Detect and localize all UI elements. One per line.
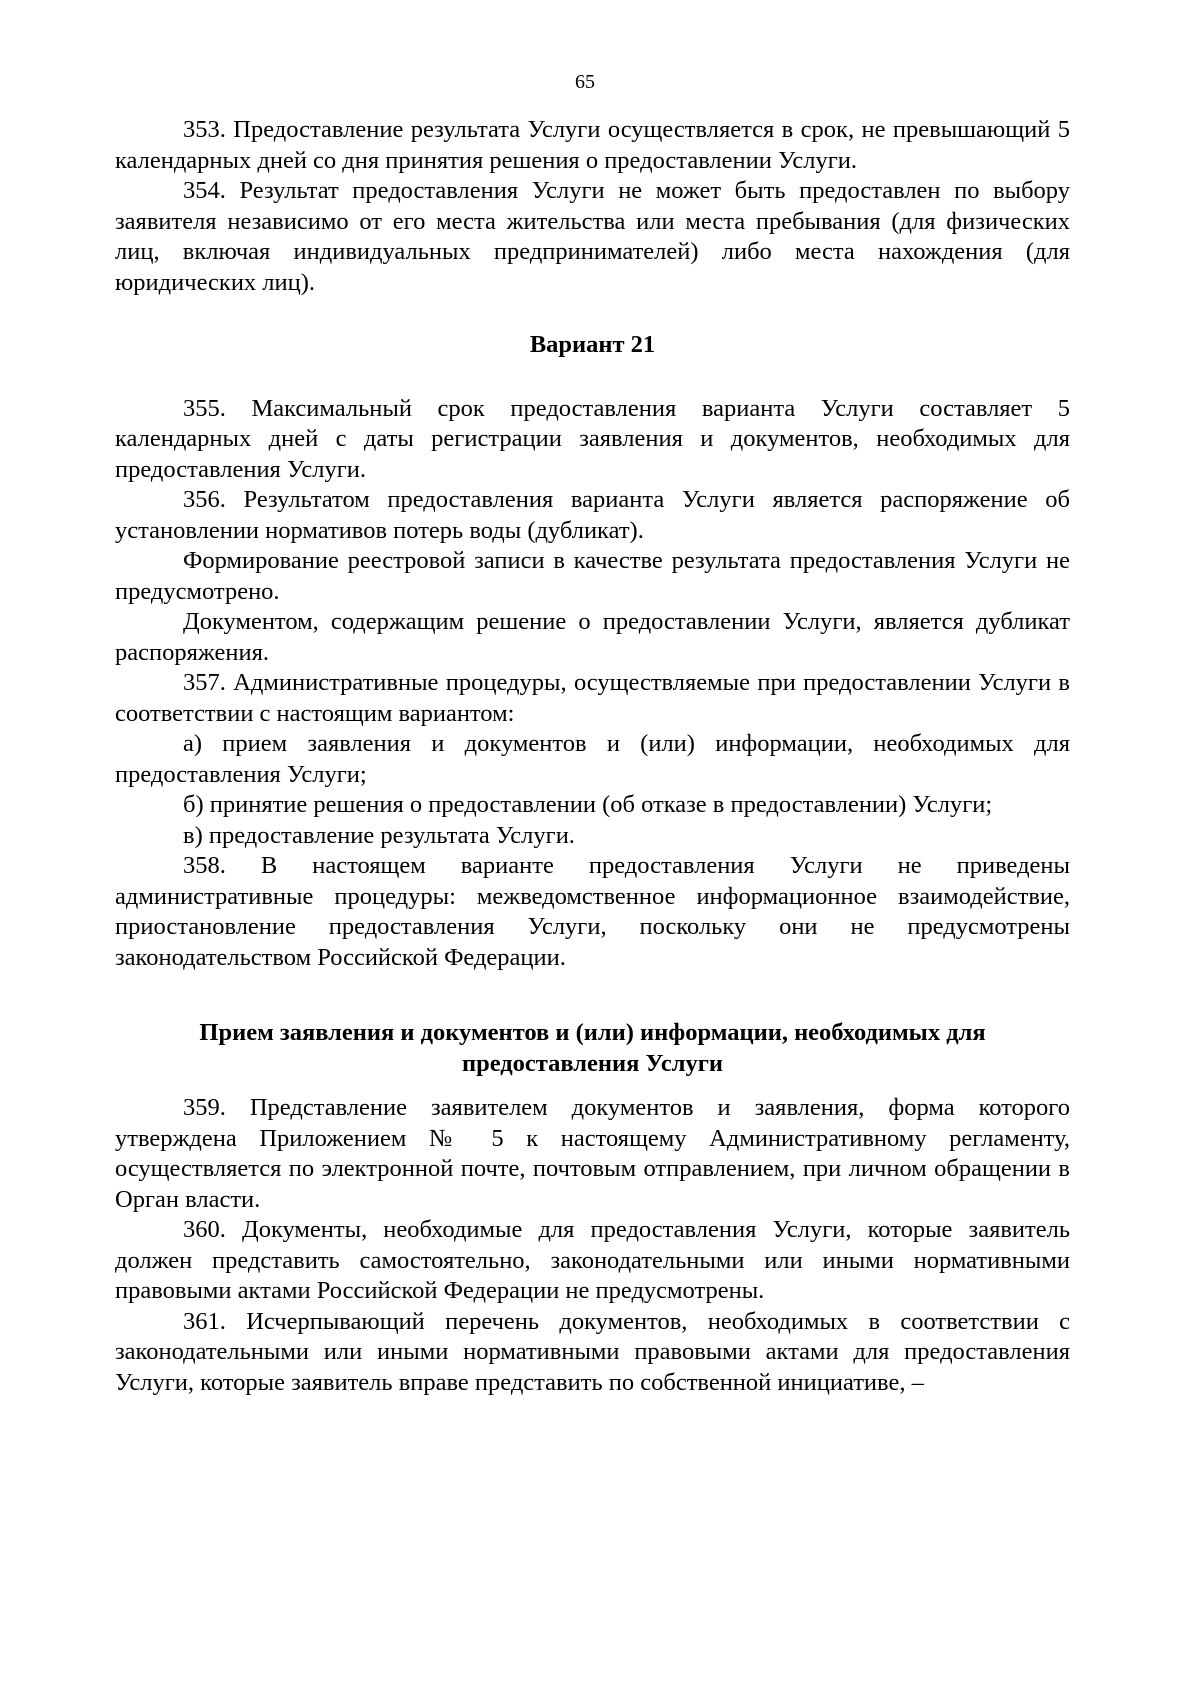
list-item-a: а) прием заявления и документов и (или) информации, необходимых для предоставления Услуги; <box>115 730 1070 788</box>
paragraph-355: 355. Максимальный срок предоставления варианта Услуги составляет 5 календарных дней с даты регистрации заявления и документов, необходимых для предоставления Услуги. <box>115 394 1070 483</box>
list-item-b: б) принятие решения о предоставлении (об отказе в предоставлении) Услуги; <box>183 791 993 818</box>
paragraph-decision-document: Документом, содержащим решение о предоставлении Услуги, является дубликат распоряжения. <box>115 608 1070 666</box>
paragraph-359: 359. Представление заявителем документов и заявления, форма которого утверждена Приложением № 5 к настоящему Административному регламенту, осуществляется по электронной почте, почтовым отправлением, при личном обращении в Орган власти. <box>115 1094 1070 1213</box>
list-item-v: в) предоставление результата Услуги. <box>183 821 575 849</box>
heading-application-reception: Прием заявления и документов и (или) информации, необходимых для предоставления Услуги <box>199 1019 986 1077</box>
paragraph-361: 361. Исчерпывающий перечень документов, необходимых в соответствии с законодательными или иными нормативными правовыми актами для предоставления Услуги, которые заявитель вправе представить по собственной инициативе, – <box>115 1307 1070 1396</box>
paragraph-358: 358. В настоящем варианте предоставления Услуги не приведены административные процедуры: межведомственное информационное взаимодействие, приостановление предоставления Услуги, поскольку они не предусмотрены законодательством Российской Федерации. <box>115 852 1070 971</box>
heading-variant-21: Вариант 21 <box>529 331 656 358</box>
document-body <box>115 115 1070 1398</box>
paragraph-356: 356. Результатом предоставления варианта Услуги является распоряжение об установлении нормативов потерь воды (дубликат). <box>115 486 1070 544</box>
paragraph-354: 354. Результат предоставления Услуги не может быть предоставлен по выбору заявителя независимо от его места жительства или места пребывания (для физических лиц, включая индивидуальных предпринимателей) либо места нахождения (для юридических лиц). <box>115 177 1070 296</box>
paragraph-353: 353. Предоставление результата Услуги осуществляется в срок, не превышающий 5 календарных дней со дня принятия решения о предоставлении Услуги. <box>115 116 1070 174</box>
paragraph-registry-record: Формирование реестровой записи в качестве результата предоставления Услуги не предусмотрено. <box>115 547 1070 605</box>
paragraph-360: 360. Документы, необходимые для предоставления Услуги, которые заявитель должен представить самостоятельно, законодательными или иными нормативными правовыми актами Российской Федерации не предусмотрены. <box>115 1216 1070 1304</box>
paragraph-357: 357. Административные процедуры, осуществляемые при предоставлении Услуги в соответствии с настоящим вариантом: <box>115 669 1070 727</box>
page-number: 65 <box>575 71 595 93</box>
